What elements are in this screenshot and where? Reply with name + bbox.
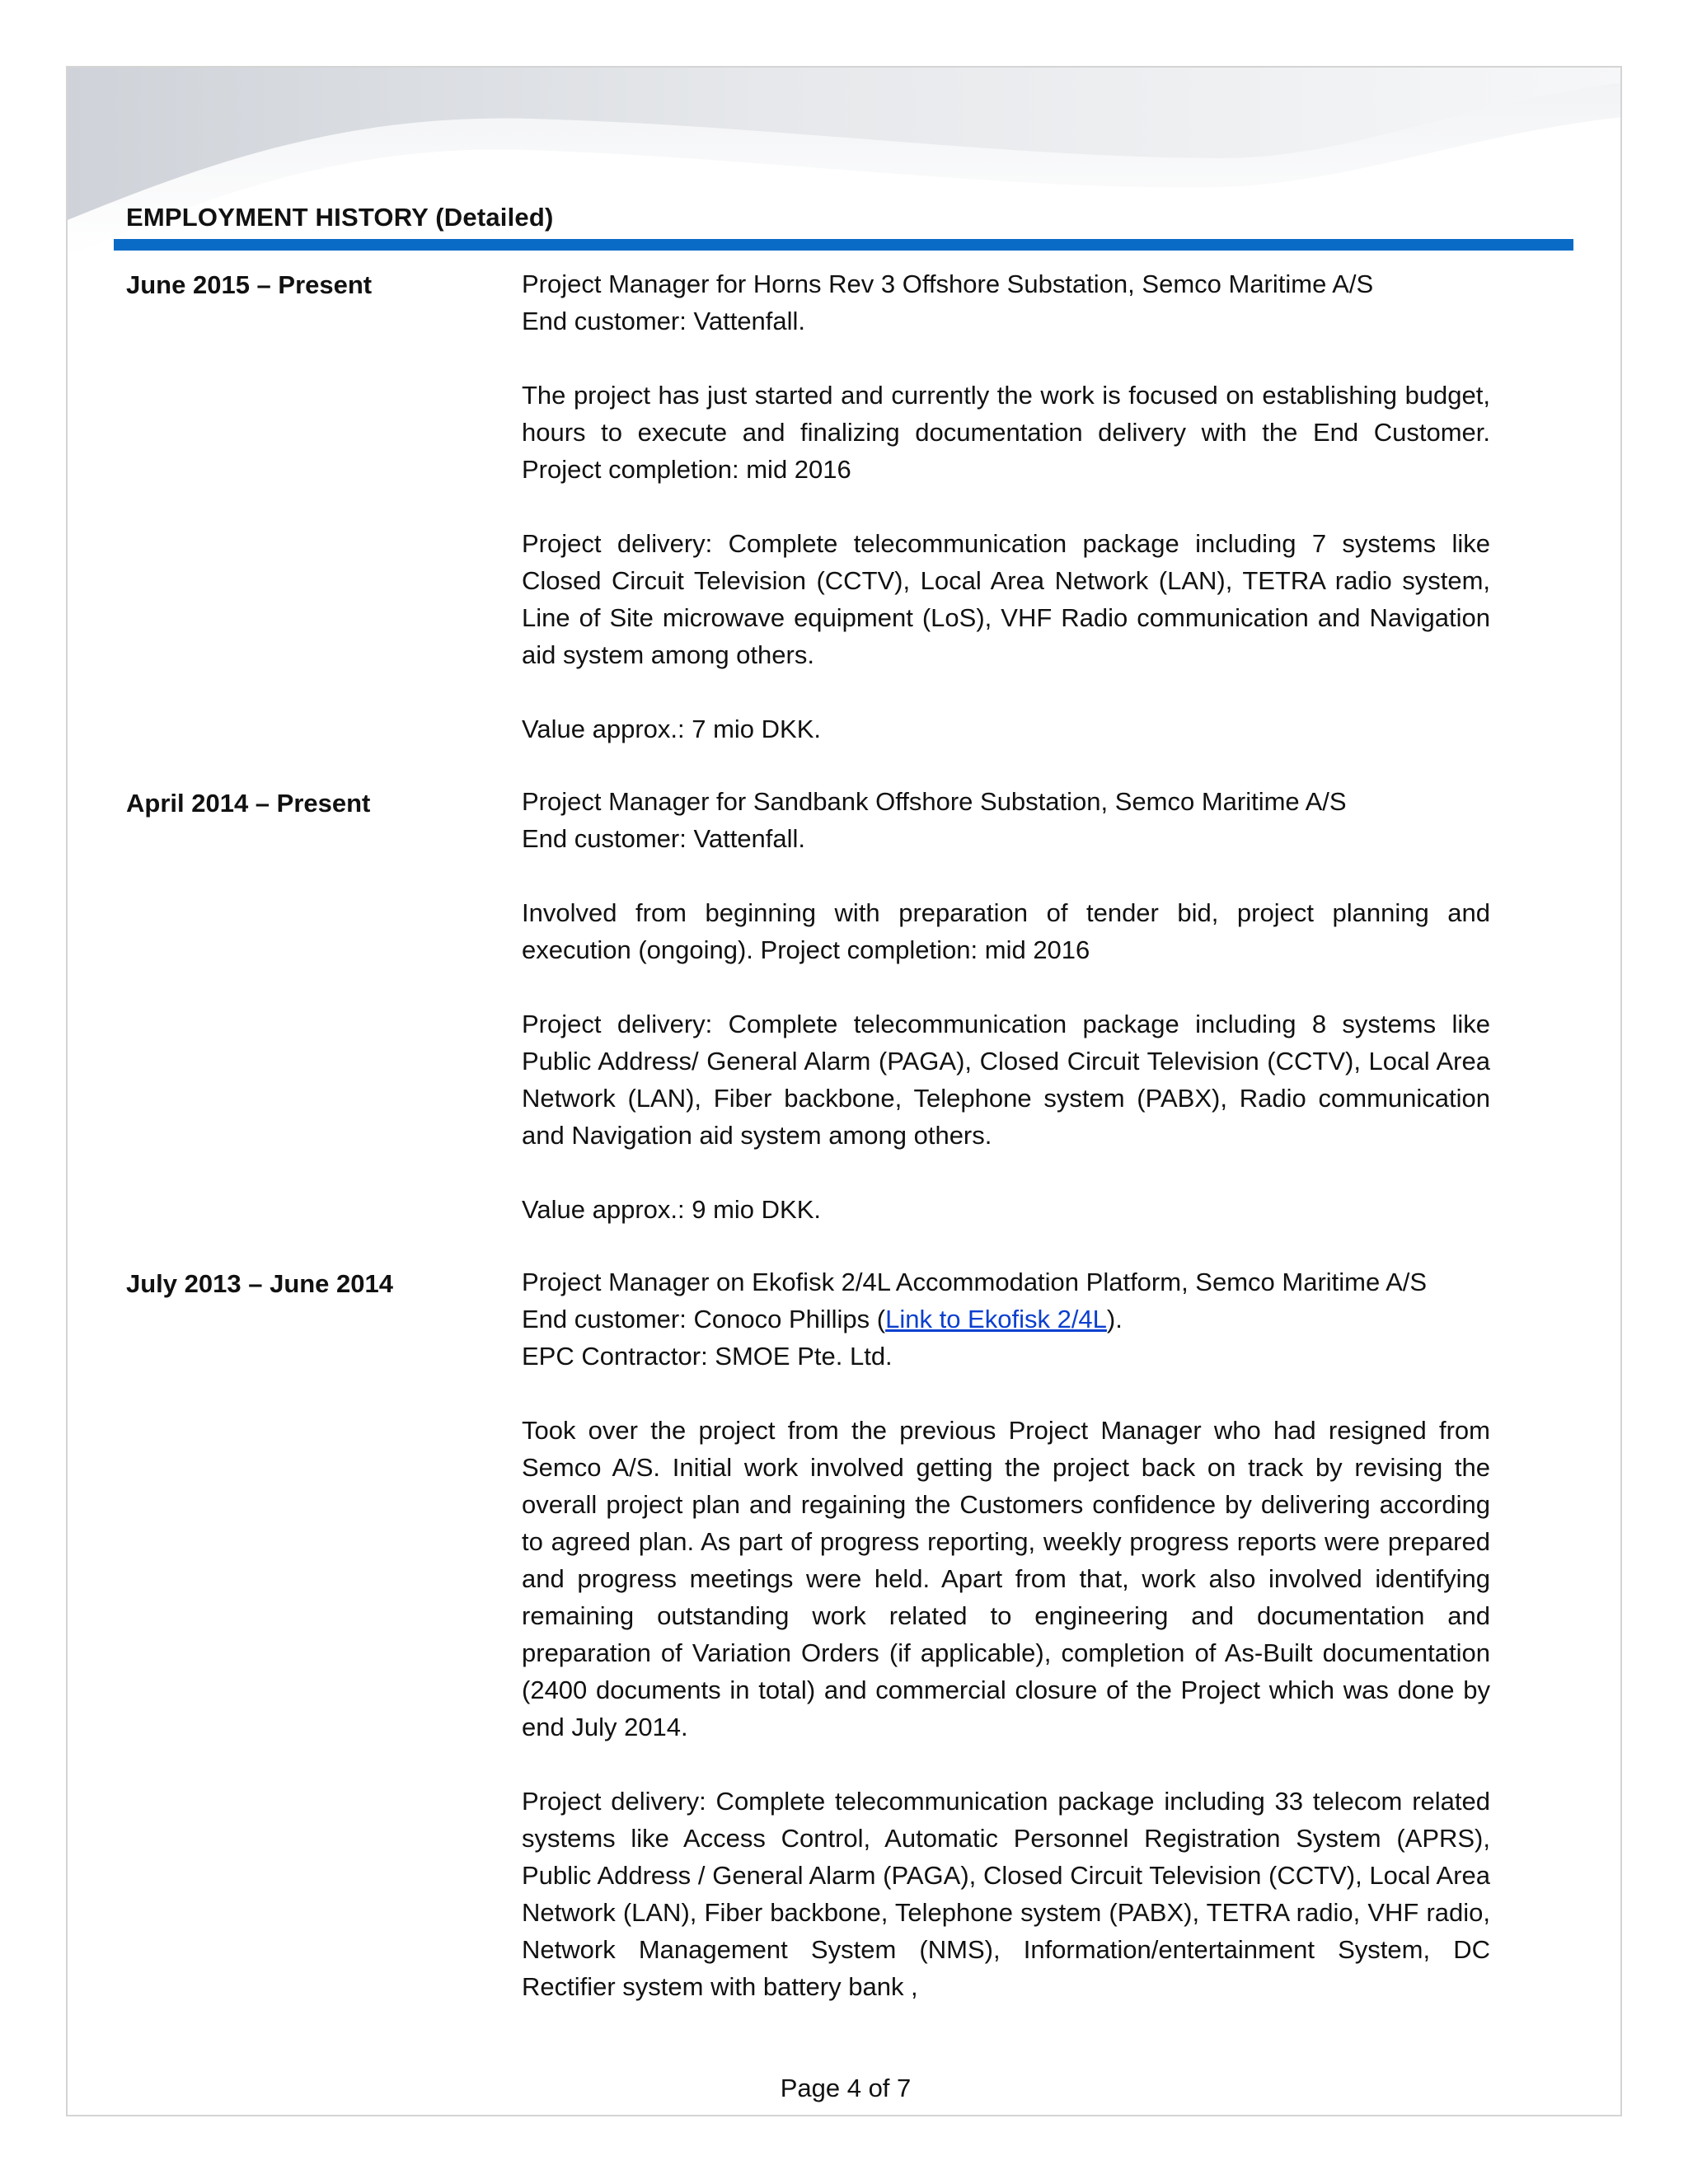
entry-paragraph: The project has just started and currently the work is focused on establishing budget, hours to execute and finalizing documentation delivery with the End Customer. Project completion: mid 2016	[522, 381, 1490, 484]
entry-paragraph: Project delivery: Complete telecommunication package including 8 systems like Public Address/ General Alarm (PAGA), Closed Circuit Television (CCTV), Local Area Network (LAN), Fiber backbone, Telephone system (PABX), Radio communication and Navigation aid system among others.	[522, 1010, 1490, 1150]
page-number: Page 4 of 7	[780, 2074, 912, 2102]
entry-role: Project Manager for Horns Rev 3 Offshore Substation, Semco Maritime A/S	[522, 269, 1374, 298]
entry-customer: End customer: Vattenfall.	[522, 824, 806, 853]
entry-role: Project Manager for Sandbank Offshore Substation, Semco Maritime A/S	[522, 787, 1347, 816]
entry-paragraph: Value approx.: 7 mio DKK.	[522, 715, 821, 743]
document-page	[66, 66, 1622, 2116]
entry-paragraph: Project delivery: Complete telecommunication package including 33 telecom related systems like Access Control, Automatic Personnel Registration System (APRS), Public Address / General Alarm (PAGA), Closed Circuit Television (CCTV), Local Area Network (LAN), Fiber backbone, Telephone system (PABX), TETRA radio, VHF radio, Network Management System (NMS), Information/entertainment System, DC Rectifier system with battery bank ,	[522, 1787, 1490, 2001]
header-swoosh-decoration	[68, 68, 1622, 265]
entry-description	[522, 265, 1490, 748]
entry-date: April 2014 – Present	[126, 789, 371, 818]
entry-paragraph: Involved from beginning with preparation of tender bid, project planning and execution (ongoing). Project completion: mid 2016	[522, 898, 1490, 964]
entry-customer-suffix: ).	[1106, 1305, 1123, 1333]
entry-paragraph: Value approx.: 9 mio DKK.	[522, 1195, 821, 1224]
section-title: EMPLOYMENT HISTORY (Detailed)	[126, 203, 554, 232]
entry-role: Project Manager on Ekofisk 2/4L Accommodation Platform, Semco Maritime A/S	[522, 1268, 1428, 1296]
entry-customer-prefix: End customer: Conoco Phillips (	[522, 1305, 886, 1333]
entry-paragraph: Project delivery: Complete telecommunication package including 7 systems like Closed Circuit Television (CCTV), Local Area Network (LAN), TETRA radio system, Line of Site microwave equipment (LoS), VHF Radio communication and Navigation aid system among others.	[522, 529, 1490, 669]
title-rule	[114, 239, 1573, 251]
ekofisk-link[interactable]: Link to Ekofisk 2/4L	[885, 1305, 1107, 1333]
entry-date: June 2015 – Present	[126, 270, 373, 299]
entry-description	[522, 1263, 1490, 2005]
entry-date: July 2013 – June 2014	[126, 1269, 394, 1298]
entry-customer: End customer: Vattenfall.	[522, 307, 806, 335]
entry-paragraph: Took over the project from the previous Project Manager who had resigned from Semco A/S. Initial work involved getting the project back on track by revising the overall project plan and regaining the Customers confidence by delivering according to agreed plan. As part of progress reporting, weekly progress reports were prepared and progress meetings were held. Apart from that, work also involved identifying remaining outstanding work related to engineering and documentation and preparation of Variation Orders (if applicable), completion of As-Built documentation (2400 documents in total) and commercial closure of the Project which was done by end July 2014.	[522, 1416, 1490, 1741]
entry-description	[522, 783, 1490, 1228]
entry-contractor: EPC Contractor: SMOE Pte. Ltd.	[522, 1342, 893, 1371]
